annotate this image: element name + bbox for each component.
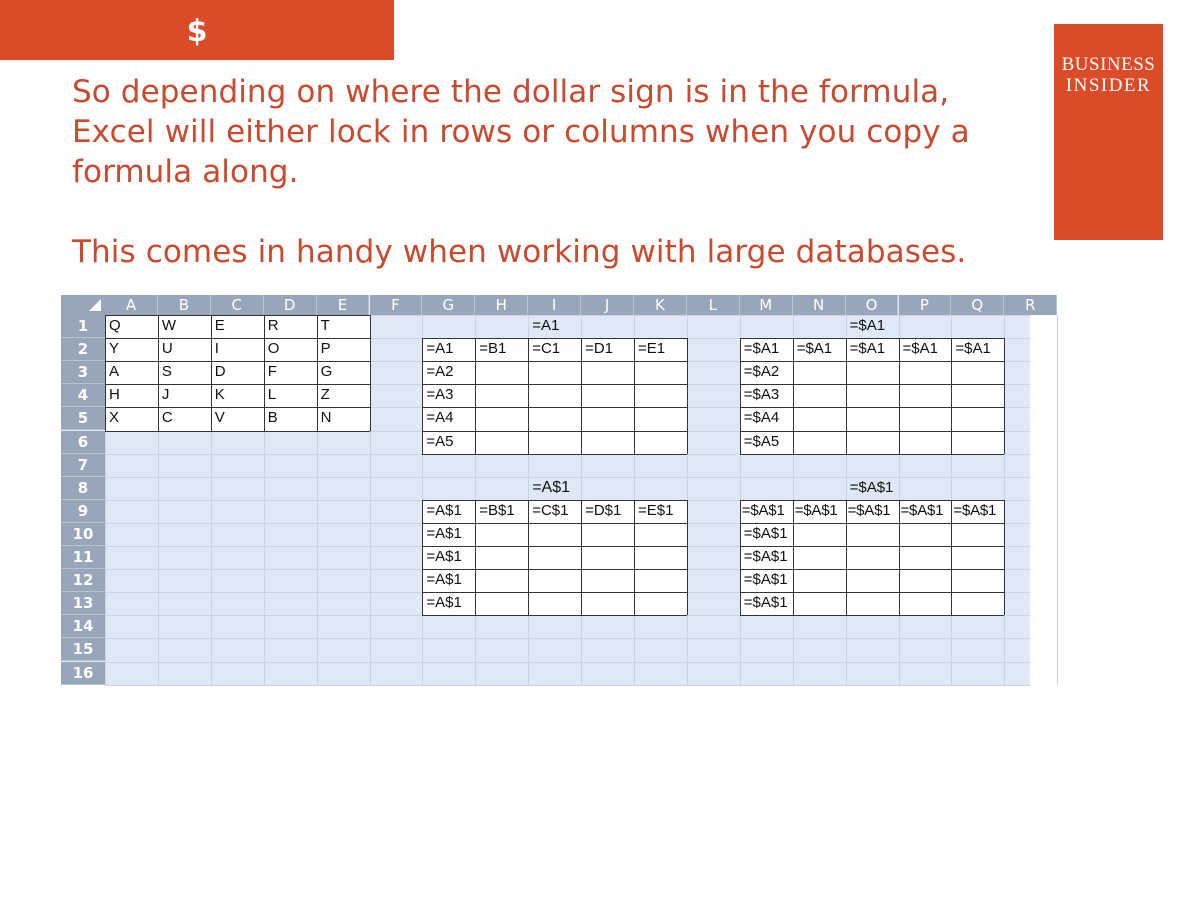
row-header-11[interactable]: 11	[61, 546, 105, 569]
row-header-8[interactable]: 8	[61, 477, 105, 500]
cell-k9[interactable]: =E$1	[638, 501, 674, 519]
column-header-k[interactable]: K	[634, 295, 687, 315]
column-header-c[interactable]: C	[211, 295, 264, 315]
body-paragraph-2: This comes in handy when working with large databases.	[72, 234, 967, 270]
row-header-9[interactable]: 9	[61, 500, 105, 523]
cell-b2[interactable]: U	[161, 340, 173, 358]
cell-p2[interactable]: =$A1	[902, 340, 938, 358]
cell-g6[interactable]: =A5	[426, 432, 454, 450]
table-border-vertical	[1004, 500, 1005, 616]
column-header-j[interactable]: J	[581, 295, 634, 315]
column-header-o[interactable]: O	[846, 295, 899, 315]
table-border-horizontal	[422, 454, 687, 455]
column-header-a[interactable]: A	[105, 295, 158, 315]
cell-g2[interactable]: =A1	[426, 340, 454, 358]
cell-d2[interactable]: O	[267, 340, 280, 358]
logo-line-2: INSIDER	[1065, 75, 1152, 96]
cell-j9[interactable]: =D$1	[585, 501, 622, 519]
cell-i1[interactable]: =A1	[532, 317, 560, 334]
cell-h9[interactable]: =B$1	[479, 501, 515, 519]
cell-g11[interactable]: =A$1	[426, 548, 462, 565]
cell-i9[interactable]: =C$1	[532, 501, 569, 519]
column-header-d[interactable]: D	[264, 295, 317, 315]
cell-e5[interactable]: N	[320, 409, 332, 427]
column-header-p[interactable]: P	[899, 295, 952, 315]
column-header-n[interactable]: N	[793, 295, 846, 315]
cell-b5[interactable]: C	[161, 409, 173, 427]
row-header-16[interactable]: 16	[61, 662, 105, 685]
grid-line-horizontal	[105, 685, 1030, 686]
cell-d4[interactable]: L	[267, 386, 277, 404]
cell-q9[interactable]: =$A$1	[953, 501, 997, 519]
cell-g10[interactable]: =A$1	[426, 524, 462, 542]
cell-m5[interactable]: =$A4	[743, 409, 780, 427]
cell-m9[interactable]: =$A$1	[741, 501, 785, 519]
cell-m2[interactable]: =$A1	[743, 340, 780, 358]
cell-i2[interactable]: =C1	[532, 340, 561, 358]
cell-c3[interactable]: D	[214, 363, 226, 381]
cell-e1[interactable]: T	[320, 317, 330, 334]
row-header-4[interactable]: 4	[61, 384, 105, 407]
column-header-g[interactable]: G	[422, 295, 475, 315]
cell-a5[interactable]: X	[109, 409, 120, 427]
cell-m6[interactable]: =$A5	[743, 432, 780, 450]
row-header-13[interactable]: 13	[61, 592, 105, 615]
cell-i8[interactable]: =A$1	[532, 478, 570, 496]
select-all-corner	[61, 295, 105, 315]
table-border-vertical	[370, 315, 371, 431]
row-header-3[interactable]: 3	[61, 361, 105, 384]
slide-title: $	[186, 13, 208, 49]
column-header-f[interactable]: F	[370, 295, 423, 315]
row-header-2[interactable]: 2	[61, 338, 105, 361]
cell-b4[interactable]: J	[161, 386, 170, 404]
grid-line-horizontal	[105, 662, 1030, 663]
row-header-1[interactable]: 1	[61, 315, 105, 338]
select-all-triangle-icon	[89, 299, 101, 311]
table-border-horizontal	[105, 431, 370, 432]
cell-g4[interactable]: =A3	[426, 386, 454, 404]
cell-c4[interactable]: K	[214, 386, 225, 404]
table-border-horizontal	[740, 615, 1005, 616]
table-border-vertical	[687, 500, 688, 616]
grid-line-horizontal	[105, 638, 1030, 639]
row-header-12[interactable]: 12	[61, 569, 105, 592]
cell-a4[interactable]: H	[109, 386, 120, 404]
column-header-l[interactable]: L	[687, 295, 740, 315]
spreadsheet-screenshot	[61, 295, 1036, 685]
column-header-r[interactable]: R	[1004, 295, 1057, 315]
row-header-10[interactable]: 10	[61, 523, 105, 546]
row-header-7[interactable]: 7	[61, 454, 105, 477]
business-insider-logo	[1054, 24, 1163, 240]
column-header-i[interactable]: I	[528, 295, 581, 315]
cell-e3[interactable]: G	[320, 363, 333, 381]
row-header-15[interactable]: 15	[61, 638, 105, 661]
cell-p9[interactable]: =$A$1	[900, 501, 944, 519]
row-header-6[interactable]: 6	[61, 431, 105, 454]
cell-n9[interactable]: =$A$1	[794, 501, 838, 519]
cell-d5[interactable]: B	[267, 409, 278, 427]
cell-q2[interactable]: =$A1	[955, 340, 991, 358]
cell-b3[interactable]: S	[161, 363, 172, 381]
cell-m3[interactable]: =$A2	[743, 363, 780, 381]
column-header-e[interactable]: E	[317, 295, 370, 315]
cell-g5[interactable]: =A4	[426, 409, 454, 427]
column-header-m[interactable]: M	[740, 295, 793, 315]
body-paragraph-1: So depending on where the dollar sign is in the formula, Excel will either lock in rows or columns when you copy a formula along.	[72, 74, 970, 190]
cell-o1[interactable]: =$A1	[849, 317, 886, 334]
slide-title-bar	[0, 0, 394, 60]
cell-h2[interactable]: =B1	[479, 340, 507, 358]
cell-b1[interactable]: W	[161, 317, 177, 334]
cell-g3[interactable]: =A2	[426, 363, 454, 381]
cell-m4[interactable]: =$A3	[743, 386, 780, 404]
cell-j2[interactable]: =D1	[585, 340, 614, 358]
table-border-vertical	[1004, 338, 1005, 454]
column-header-q[interactable]: Q	[951, 295, 1004, 315]
cell-g9[interactable]: =A$1	[426, 501, 462, 519]
cell-o2[interactable]: =$A1	[849, 340, 886, 358]
cell-g12[interactable]: =A$1	[426, 571, 462, 589]
table-border-horizontal	[422, 615, 687, 616]
grid-line-vertical	[1057, 315, 1058, 685]
column-header-b[interactable]: B	[158, 295, 211, 315]
row-header-5[interactable]: 5	[61, 407, 105, 430]
cell-n2[interactable]: =$A1	[796, 340, 833, 358]
cell-e2[interactable]: P	[320, 340, 331, 358]
cell-c1[interactable]: E	[214, 317, 225, 334]
cell-o8[interactable]: =$A$1	[849, 478, 894, 496]
cell-e4[interactable]: Z	[320, 386, 330, 404]
cell-o9[interactable]: =$A$1	[847, 501, 891, 519]
cell-c5[interactable]: V	[214, 409, 225, 427]
cell-d1[interactable]: R	[267, 317, 279, 334]
cell-a1[interactable]: Q	[109, 317, 121, 334]
table-border-vertical	[687, 338, 688, 454]
row-header-14[interactable]: 14	[61, 615, 105, 638]
cell-c2[interactable]: I	[214, 340, 219, 358]
cell-m10[interactable]: =$A$1	[743, 524, 788, 542]
cell-a2[interactable]: Y	[109, 340, 120, 358]
cell-m13[interactable]: =$A$1	[743, 594, 788, 612]
cell-g13[interactable]: =A$1	[426, 594, 462, 612]
cell-k2[interactable]: =E1	[638, 340, 666, 358]
cell-m12[interactable]: =$A$1	[743, 571, 788, 589]
logo-line-1: BUSINESS	[1061, 54, 1156, 75]
table-border-horizontal	[740, 454, 1005, 455]
cell-a3[interactable]: A	[109, 363, 120, 381]
cell-d3[interactable]: F	[267, 363, 277, 381]
cell-m11[interactable]: =$A$1	[743, 548, 788, 565]
column-header-h[interactable]: H	[475, 295, 528, 315]
